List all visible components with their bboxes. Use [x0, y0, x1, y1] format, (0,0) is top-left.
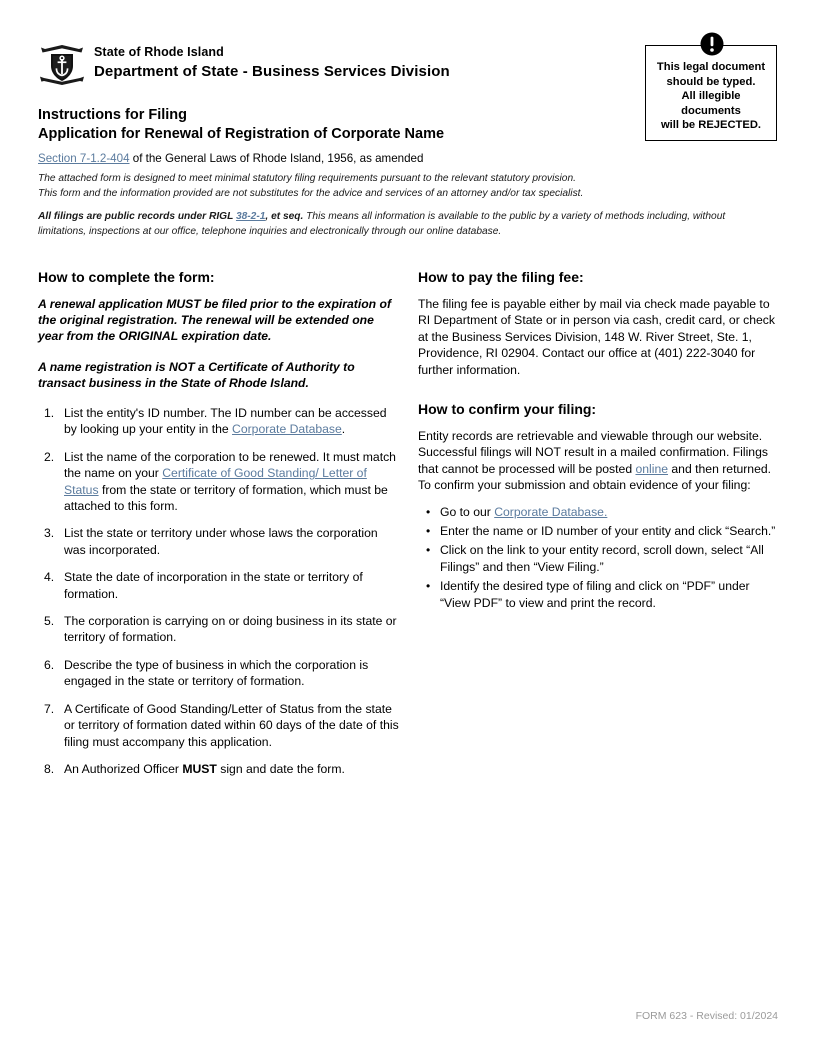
- section-heading-confirm-filing: How to confirm your filing:: [418, 401, 597, 418]
- disclaimer-line-1: The attached form is designed to meet minimal statutory filing requirements pursuant to the relevant statutory provision.: [38, 173, 576, 184]
- name-registration-notice: A name registration is NOT a Certificate of Authority to transact business in the State of Rhode Island.: [38, 359, 355, 390]
- instruction-text: State the date of incorporation in the state or territory of formation.: [64, 570, 363, 601]
- department-name: Department of State - Business Services Division: [94, 63, 450, 80]
- form-footer: FORM 623 - Revised: 01/2024: [635, 1010, 778, 1022]
- rigl-statute-link[interactable]: 38-2-1: [235, 211, 266, 222]
- warning-line: This legal document: [656, 61, 766, 73]
- instruction-text: An Authorized Officer: [64, 761, 183, 776]
- list-item: [38, 613, 400, 646]
- confirmation-steps-list: [418, 504, 778, 611]
- certificate-good-standing-link[interactable]: Certificate of Good Standing/ Letter of Status: [64, 466, 367, 497]
- list-item: [38, 525, 400, 558]
- exclamation-circle-icon: [699, 31, 725, 57]
- state-name: State of Rhode Island: [94, 45, 224, 59]
- confirm-text-post: and then returned. To confirm your submission and obtain evidence of your filing:: [418, 461, 772, 493]
- form-instructions-list: [38, 405, 400, 777]
- list-item: [418, 542, 778, 575]
- instruction-text-tail: sign and date the form.: [216, 761, 345, 776]
- public-records-suffix: , et seq.: [265, 211, 304, 222]
- section-heading-complete-form: How to complete the form:: [38, 269, 215, 285]
- page-title-line-2: Application for Renewal of Registration of Corporate Name: [38, 126, 445, 142]
- step-text: Enter the name or ID number of your entity and click “Search.”: [440, 524, 776, 539]
- statute-section-link[interactable]: Section 7-1.2-404: [38, 152, 130, 165]
- warning-line: documents: [681, 104, 741, 117]
- confirm-filing-instructions: [418, 428, 778, 494]
- filing-fee-instructions: The filing fee is payable either by mail via check made payable to RI Department of State or in person via cash, credit card, or check at the Business Services Division, 148 W. River Street, Ste. 1, Providence, RI 02904. Contact our office at (401) 222-3040 for further information.: [418, 297, 775, 377]
- list-item: [38, 569, 400, 602]
- legal-warning-box: [645, 45, 777, 141]
- statute-reference-text: of the General Laws of Rhode Island, 1956, as amended: [129, 152, 424, 165]
- public-records-body: This means all information is available to the public by a variety of methods including, without limitations, inspections at our office, telephone inquiries and electronically through our online database.: [38, 211, 726, 237]
- warning-line: All illegible: [681, 90, 741, 102]
- instruction-text: A Certificate of Good Standing/Letter of Status from the state or territory of formation dated within 60 days of the date of this filing must accompany this application.: [64, 701, 399, 749]
- list-item: [38, 701, 400, 750]
- document-title: [38, 106, 444, 144]
- rhode-island-state-seal-icon: [38, 40, 86, 88]
- corporate-database-link[interactable]: Corporate Database: [232, 422, 342, 437]
- statute-reference: [38, 151, 738, 166]
- list-item: [38, 449, 400, 515]
- instruction-text: The corporation is carrying on or doing business in its state or territory of formation.: [64, 614, 397, 645]
- list-item: [418, 523, 778, 539]
- warning-line: should be typed.: [666, 75, 756, 88]
- instruction-emphasis: MUST: [182, 761, 217, 776]
- section-heading-pay-fee: How to pay the filing fee:: [418, 269, 584, 285]
- fees-and-confirmation-column: [418, 268, 778, 614]
- step-text: Go to our: [440, 504, 495, 519]
- warning-line: will be REJECTED.: [660, 119, 762, 131]
- confirm-text-pre: Entity records are retrievable and viewable through our website. Successful filings will NOT result in a mailed confirmation. Filings that cannot be processed will be posted: [418, 429, 768, 476]
- corporate-database-link[interactable]: Corporate Database.: [494, 504, 608, 519]
- instruction-text-tail: from the state or territory of formation, which must be attached to this form.: [64, 482, 388, 514]
- how-to-complete-column: [38, 268, 400, 788]
- list-item: [38, 405, 400, 438]
- instruction-text: List the entity's ID number. The ID number can be accessed by looking up your entity in the: [64, 406, 387, 437]
- list-item: [418, 504, 778, 520]
- public-records-notice: [38, 210, 738, 239]
- renewal-deadline-notice: A renewal application MUST be filed prior to the expiration of the original registration. The renewal will be extended one year from the ORIGINAL expiration date.: [38, 297, 392, 344]
- disclaimer-line-2: This form and the information provided are not substitutes for the advice and services of an attorney and/or tax specialist.: [38, 187, 584, 199]
- page-title-line-1: Instructions for Filing: [38, 107, 188, 123]
- form-disclaimer: [38, 172, 758, 201]
- instruction-text: List the state or territory under whose laws the corporation was incorporated.: [64, 526, 378, 557]
- step-text: Click on the link to your entity record, scroll down, select “All Filings” and then “View Filing.”: [440, 543, 764, 574]
- list-item: [38, 657, 400, 690]
- agency-identity: [94, 44, 450, 82]
- online-link[interactable]: online: [635, 461, 669, 476]
- instruction-text: Describe the type of business in which the corporation is engaged in the state or territory of formation.: [64, 657, 369, 689]
- step-text: Identify the desired type of filing and click on “PDF” under “View PDF” to view and print the record.: [440, 579, 750, 610]
- instruction-text: List the name of the corporation to be renewed. It must match the name on your: [64, 449, 396, 481]
- list-item: [38, 761, 400, 777]
- public-records-prefix: All filings are public records under RIGL: [38, 211, 236, 222]
- list-item: [418, 578, 778, 611]
- instruction-text-tail: .: [341, 422, 346, 437]
